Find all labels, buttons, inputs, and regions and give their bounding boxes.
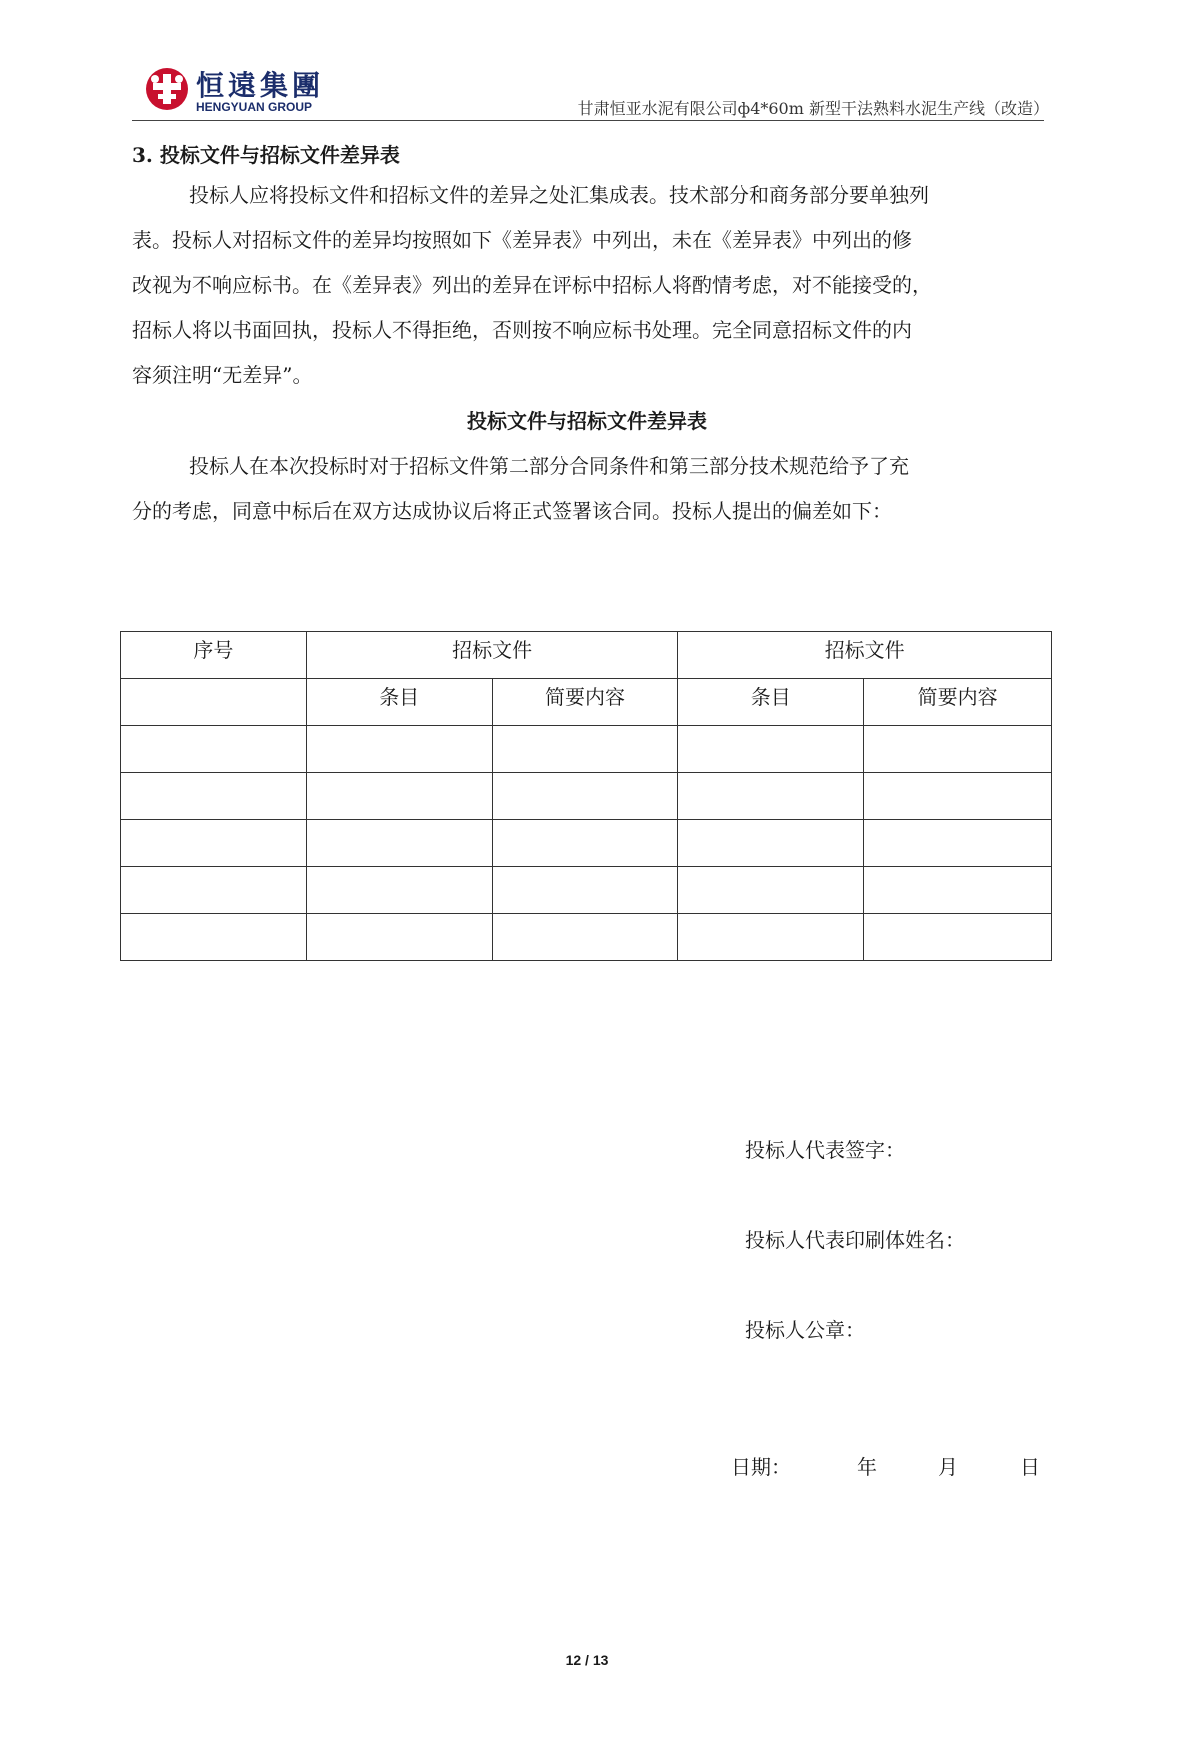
difference-table xyxy=(120,631,1052,961)
company-logo xyxy=(140,64,340,120)
date-month-label: 月 xyxy=(938,1455,958,1479)
intro-line: 改视为不响应标书。在《差异表》列出的差异在评标中招标人将酌情考虑，对不能接受的， xyxy=(132,273,932,297)
intro-line: 招标人将以书面回执，投标人不得拒绝，否则按不响应标书处理。完全同意招标文件的内 xyxy=(132,318,912,342)
table-cell[interactable] xyxy=(121,820,307,867)
subheader-cell-empty xyxy=(121,679,307,726)
header-cell-tender-doc: 招标文件 xyxy=(678,632,1052,679)
table-cell[interactable] xyxy=(864,773,1052,820)
table-cell[interactable] xyxy=(306,914,492,961)
table-title: 投标文件与招标文件差异表 xyxy=(467,409,707,433)
table-cell[interactable] xyxy=(678,820,864,867)
date-label: 日期： xyxy=(731,1455,791,1479)
table-cell[interactable] xyxy=(678,914,864,961)
rep-printed-name-label: 投标人代表印刷体姓名： xyxy=(745,1228,965,1252)
table-row xyxy=(121,914,1052,961)
header-cell-tender-doc: 招标文件 xyxy=(306,632,678,679)
date-day-label: 日 xyxy=(1020,1455,1040,1479)
intro-line: 容须注明“无差异”。 xyxy=(132,363,313,387)
table-cell[interactable] xyxy=(492,867,678,914)
table-row xyxy=(121,867,1052,914)
header-divider xyxy=(132,120,1044,121)
table-cell[interactable] xyxy=(492,820,678,867)
subheader-cell-summary: 简要内容 xyxy=(864,679,1052,726)
table-row xyxy=(121,773,1052,820)
table-cell[interactable] xyxy=(492,773,678,820)
logo-english-text: HENGYUAN GROUP xyxy=(196,100,313,114)
table-cell[interactable] xyxy=(864,726,1052,773)
table-cell[interactable] xyxy=(121,773,307,820)
header-cell-index: 序号 xyxy=(121,632,307,679)
table-cell[interactable] xyxy=(864,914,1052,961)
table-subheader-row xyxy=(121,679,1052,726)
subheader-cell-item: 条目 xyxy=(306,679,492,726)
rep-signature-label: 投标人代表签字： xyxy=(745,1138,905,1162)
table-cell[interactable] xyxy=(306,867,492,914)
table-row xyxy=(121,820,1052,867)
project-title: 甘肃恒亚水泥有限公司ф4*60m 新型干法熟料水泥生产线（改造） xyxy=(577,99,1049,118)
table-cell[interactable] xyxy=(492,914,678,961)
statement-line: 投标人在本次投标时对于招标文件第二部分合同条件和第三部分技术规范给予了充 xyxy=(189,454,909,478)
table-cell[interactable] xyxy=(864,867,1052,914)
table-cell[interactable] xyxy=(121,726,307,773)
table-cell[interactable] xyxy=(492,726,678,773)
table-cell[interactable] xyxy=(121,914,307,961)
intro-line: 表。投标人对招标文件的差异均按照如下《差异表》中列出，未在《差异表》中列出的修 xyxy=(132,228,912,252)
logo-chinese-text: 恒遠集團 xyxy=(196,69,325,102)
intro-line: 投标人应将投标文件和招标文件的差异之处汇集成表。技术部分和商务部分要单独列 xyxy=(189,183,929,207)
table-cell[interactable] xyxy=(306,773,492,820)
table-cell[interactable] xyxy=(121,867,307,914)
subheader-cell-item: 条目 xyxy=(678,679,864,726)
statement-paragraph xyxy=(132,444,1052,534)
table-cell[interactable] xyxy=(306,820,492,867)
page-number: 12 / 13 xyxy=(565,1652,609,1668)
statement-line: 分的考虑，同意中标后在双方达成协议后将正式签署该合同。投标人提出的偏差如下： xyxy=(132,499,892,523)
table-cell[interactable] xyxy=(306,726,492,773)
table-header-row xyxy=(121,632,1052,679)
bidder-seal-label: 投标人公章： xyxy=(745,1318,865,1342)
logo-emblem-icon xyxy=(144,66,190,112)
date-year-label: 年 xyxy=(857,1455,877,1479)
subheader-cell-summary: 简要内容 xyxy=(492,679,678,726)
table-cell[interactable] xyxy=(678,867,864,914)
table-cell[interactable] xyxy=(678,726,864,773)
intro-paragraph xyxy=(132,173,1052,398)
section-title: 3. 投标文件与招标文件差异表 xyxy=(132,143,400,167)
table-cell[interactable] xyxy=(678,773,864,820)
table-row xyxy=(121,726,1052,773)
table-cell[interactable] xyxy=(864,820,1052,867)
